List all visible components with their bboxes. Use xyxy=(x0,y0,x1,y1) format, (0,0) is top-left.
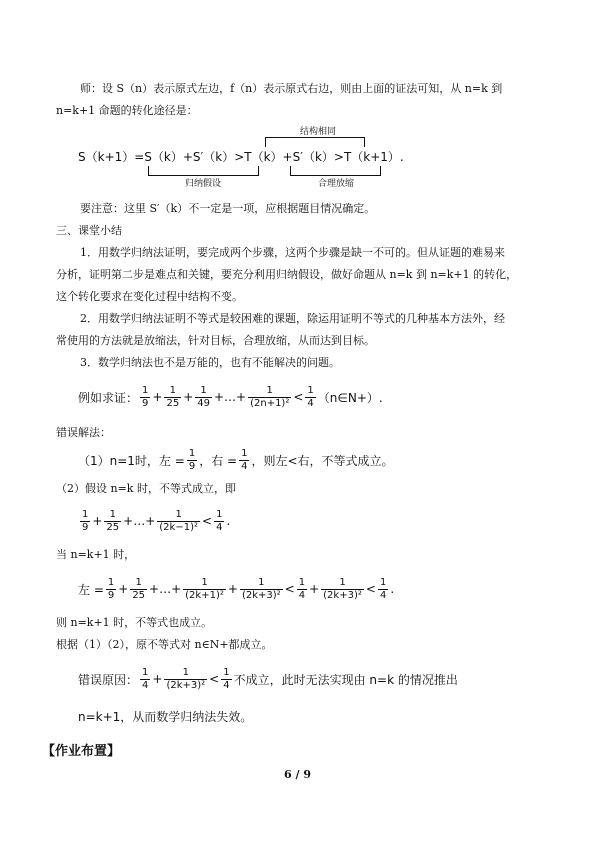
section-3-heading: 三、课堂小结 xyxy=(56,224,122,237)
homework-heading: 【作业布置】 xyxy=(42,744,121,759)
diagram-formula: S（k+1）=S（k）+S′（k）>T（k）+S′（k）>T（k+1）. xyxy=(78,150,404,164)
top-bracket-right xyxy=(364,137,365,147)
error-reason-line-2: n=k+1，从而数学归纳法失效。 xyxy=(78,710,253,724)
step-2-line: （2）假设 n=k 时，不等式成立，即 xyxy=(56,482,236,495)
frac-1-25: $\frac{1}{25}$ xyxy=(166,384,180,409)
summary-2-line-2: 常使用的方法就是放缩法，针对目标，合理放缩，从而达到目标。 xyxy=(56,334,375,347)
example-prefix: 例如求证： xyxy=(78,390,139,405)
diagram-bottom-left-label: 归纳假设 xyxy=(185,179,222,189)
step-1-formula: （1）n=1时，左 = $\frac{1}{9}$ ，右 = $\frac{1}{4}$ ，则左<右，不等式成立。 xyxy=(78,447,394,472)
frac-1-49: $\frac{1}{49}$ xyxy=(197,384,210,409)
conclusion-line: 根据（1）（2），原不等式对 n∈N+都成立。 xyxy=(56,638,273,651)
page-number: 6 / 9 xyxy=(284,768,311,781)
diagram-top-label: 结构相同 xyxy=(300,127,337,137)
summary-2-line-1: 2．用数学归纳法证明不等式是较困难的课题，除运用证明不等式的几种基本方法外，经 xyxy=(80,312,505,325)
summary-1-line-1: 1．用数学归纳法证明，要完成两个步骤，这两个步骤是缺一不可的。但从证题的难易来 xyxy=(80,246,505,259)
summary-1 xyxy=(56,242,544,308)
step-2-paragraph xyxy=(56,478,544,500)
induction-step-formula: 左 = $\frac{1}{9}$ + $\frac{1}{25}$ +…+ $\frac{1}{\text{(2k+1)²}}$ + $\frac{1}{\text{(2k+3)²}}$ < $\frac{1}{4}$ + $\frac{1}{\text{(2k+3)²}}$ < $\frac{1}{4}$ . xyxy=(78,576,395,601)
error-reason-formula: 错误原因： $\frac{1}{4}$ + $\frac{1}{\text{(2k+3)²}}$ < $\frac{1}{4}$ 不成立，此时无法实现由 n=k 的情况推出 xyxy=(78,666,458,691)
wrong-method-label xyxy=(56,422,544,444)
when-k1-line: 当 n=k+1 时， xyxy=(56,548,136,561)
example-condition: （n∈N+）. xyxy=(317,390,383,405)
frac-1-4: $\frac{1}{4}$ xyxy=(307,384,314,409)
teacher-paragraph xyxy=(56,78,544,122)
frac-1-2n1: $\frac{1}{\text{(2n+1)²}}$ xyxy=(250,384,290,409)
top-bracket-left xyxy=(265,137,266,147)
note-line: 要注意：这里 S′（k）不一定是一项，应根据题目情况确定。 xyxy=(80,202,376,215)
then-paragraph xyxy=(56,612,544,656)
then-k1-line: 则 n=k+1 时，不等式也成立。 xyxy=(56,616,213,629)
wrong-method-heading: 错误解法： xyxy=(56,426,111,439)
teacher-line-1: 师：设 S（n）表示原式左边，f（n）表示原式右边，则由上面的证法可知，从 n=k 到 xyxy=(80,82,503,95)
summary-3-line: 3．数学归纳法也不是万能的，也有不能解决的问题。 xyxy=(80,356,340,369)
teacher-line-2: n=k+1 命题的转化途径是： xyxy=(56,104,198,117)
summary-3 xyxy=(56,352,544,374)
hypothesis-formula: $\frac{1}{9}$ + $\frac{1}{25}$ +…+ $\frac{1}{\text{(2k−1)²}}$ < $\frac{1}{4}$ . xyxy=(82,508,231,533)
example-formula: 例如求证： $\frac{1}{9}$ + $\frac{1}{25}$ + $\frac{1}{49}$ +…+ $\frac{1}{\text{(2n+1)²}}$ < $\frac{1}{4}$ （n∈N+）. xyxy=(78,384,383,409)
summary-2 xyxy=(56,308,544,352)
top-bracket-line xyxy=(265,137,365,138)
summary-1-line-2: 分析，证明第二步是难点和关键，要充分利用归纳假设，做好命题从 n=k 到 n=k+1 的转化， xyxy=(56,268,518,281)
diagram-bottom-right-label: 合理放缩 xyxy=(318,179,355,189)
frac-1-9: $\frac{1}{9}$ xyxy=(142,384,149,409)
section-3-title xyxy=(56,220,544,242)
when-k1-paragraph xyxy=(56,544,544,566)
note-paragraph xyxy=(56,198,544,220)
summary-1-line-3: 这个转化要求在变化过程中结构不变。 xyxy=(56,290,243,303)
